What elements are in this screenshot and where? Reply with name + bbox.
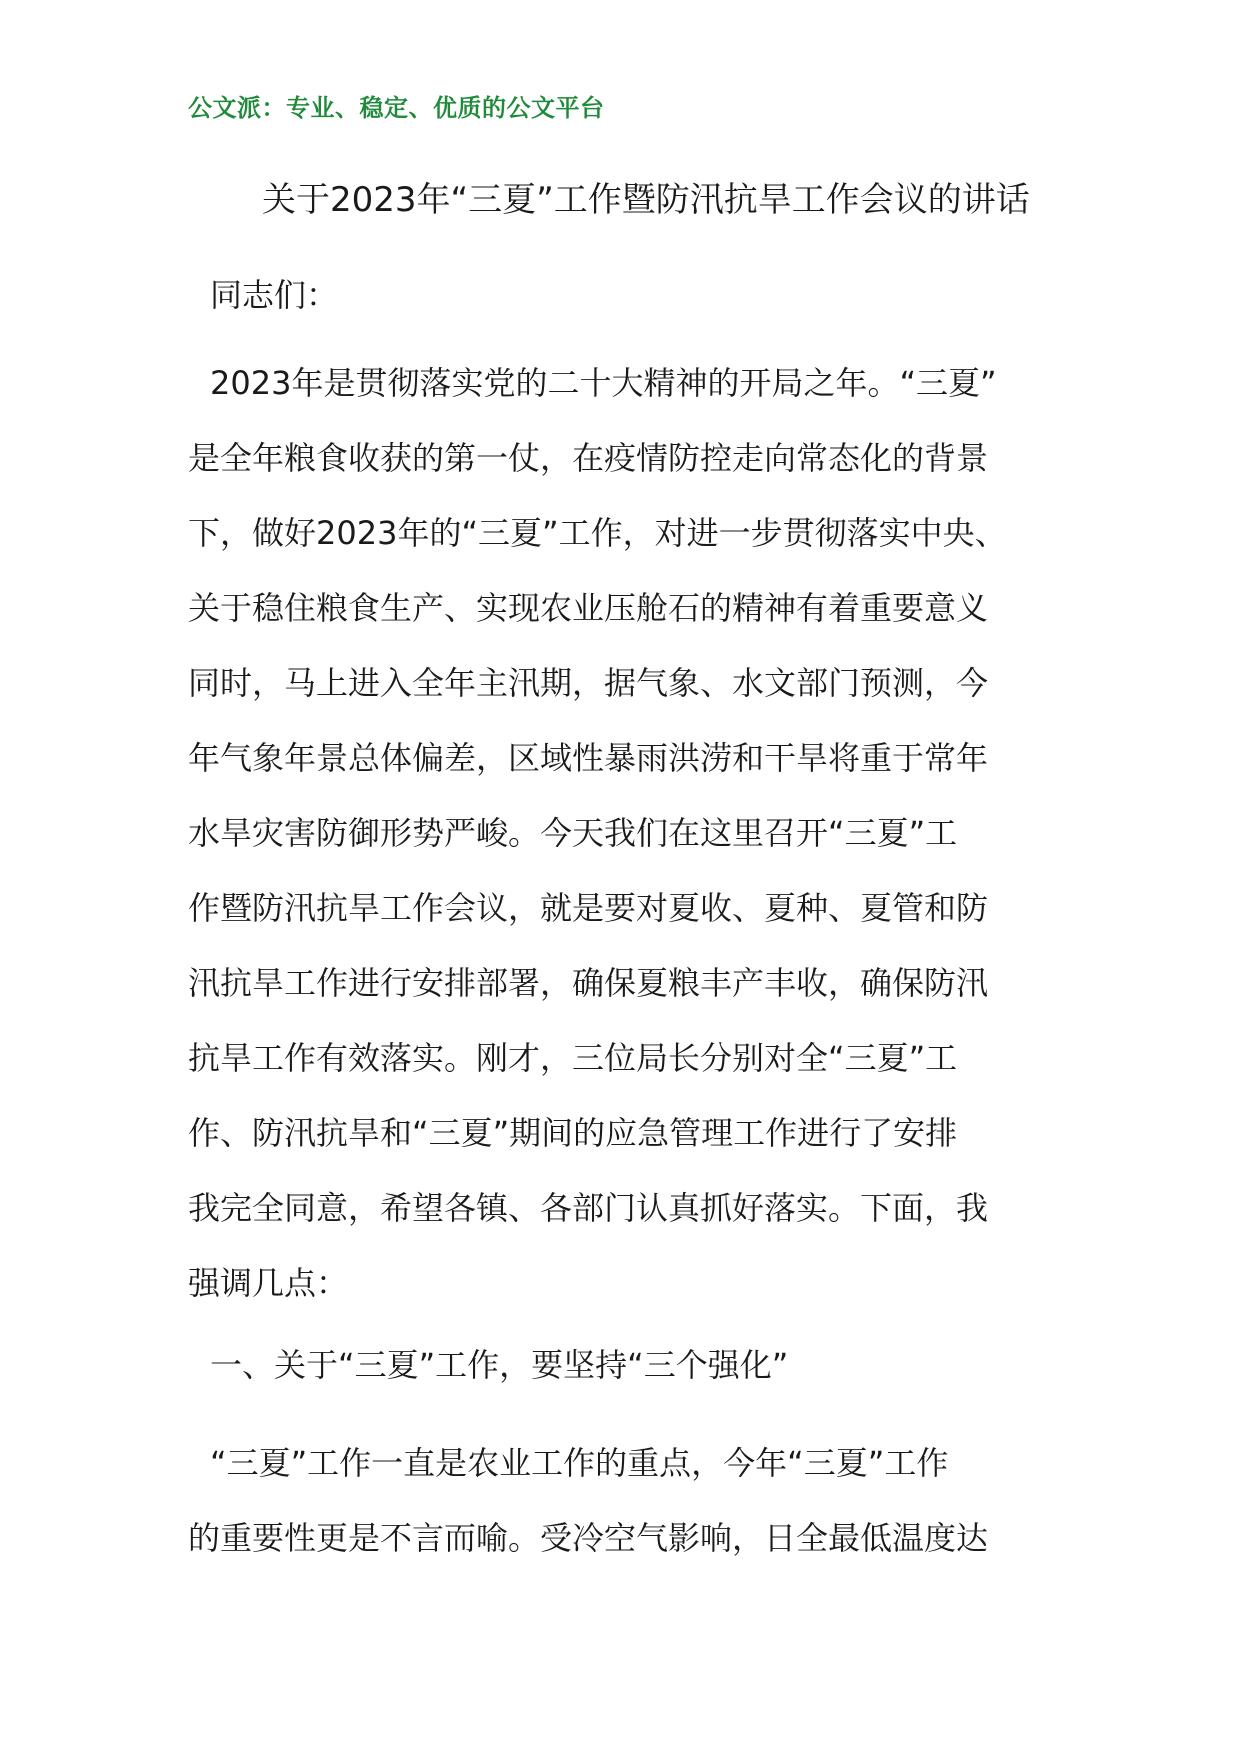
- section-heading-1: 一、关于“三夏”工作，要坚持“三个强化”: [210, 1346, 789, 1384]
- paragraph-line: 汛抗旱工作进行安排部署，确保夏粮丰产丰收，确保防汛: [188, 964, 989, 1002]
- paragraph-line: 作暨防汛抗旱工作会议，就是要对夏收、夏种、夏管和防: [188, 889, 989, 927]
- paragraph-line: “三夏”工作一直是农业工作的重点，今年“三夏”工作: [210, 1444, 949, 1482]
- paragraph-line: 同时，马上进入全年主汛期，据气象、水文部门预测，今: [188, 664, 989, 702]
- paragraph-line: 2023年是贯彻落实党的二十大精神的开局之年。“三夏”: [210, 364, 997, 402]
- document-title: 关于2023年“三夏”工作暨防汛抗旱工作会议的讲话: [262, 180, 1030, 220]
- paragraph-line: 强调几点：: [188, 1264, 349, 1302]
- paragraph-line: 关于稳住粮食生产、实现农业压舱石的精神有着重要意义: [188, 589, 989, 627]
- paragraph-line: 抗旱工作有效落实。刚才，三位局长分别对全“三夏”工: [188, 1039, 958, 1077]
- paragraph-2: [188, 1426, 1088, 1576]
- paragraph-line: 水旱灾害防御形势严峻。今天我们在这里召开“三夏”工: [188, 814, 958, 852]
- paragraph-line: 下，做好2023年的“三夏”工作，对进一步贯彻落实中央、: [188, 514, 1007, 552]
- paragraph-line: 作、防汛抗旱和“三夏”期间的应急管理工作进行了安排: [188, 1114, 958, 1152]
- paragraph-line: 是全年粮食收获的第一仗，在疫情防控走向常态化的背景: [188, 439, 989, 477]
- paragraph-1: [188, 346, 1088, 1321]
- salutation: 同志们：: [210, 276, 339, 314]
- brand-header: 公文派：专业、稳定、优质的公文平台: [188, 94, 605, 122]
- paragraph-line: 的重要性更是不言而喻。受冷空气影响，日全最低温度达: [188, 1519, 989, 1557]
- paragraph-line: 年气象年景总体偏差，区域性暴雨洪涝和干旱将重于常年: [188, 739, 989, 777]
- paragraph-line: 我完全同意，希望各镇、各部门认真抓好落实。下面，我: [188, 1189, 989, 1227]
